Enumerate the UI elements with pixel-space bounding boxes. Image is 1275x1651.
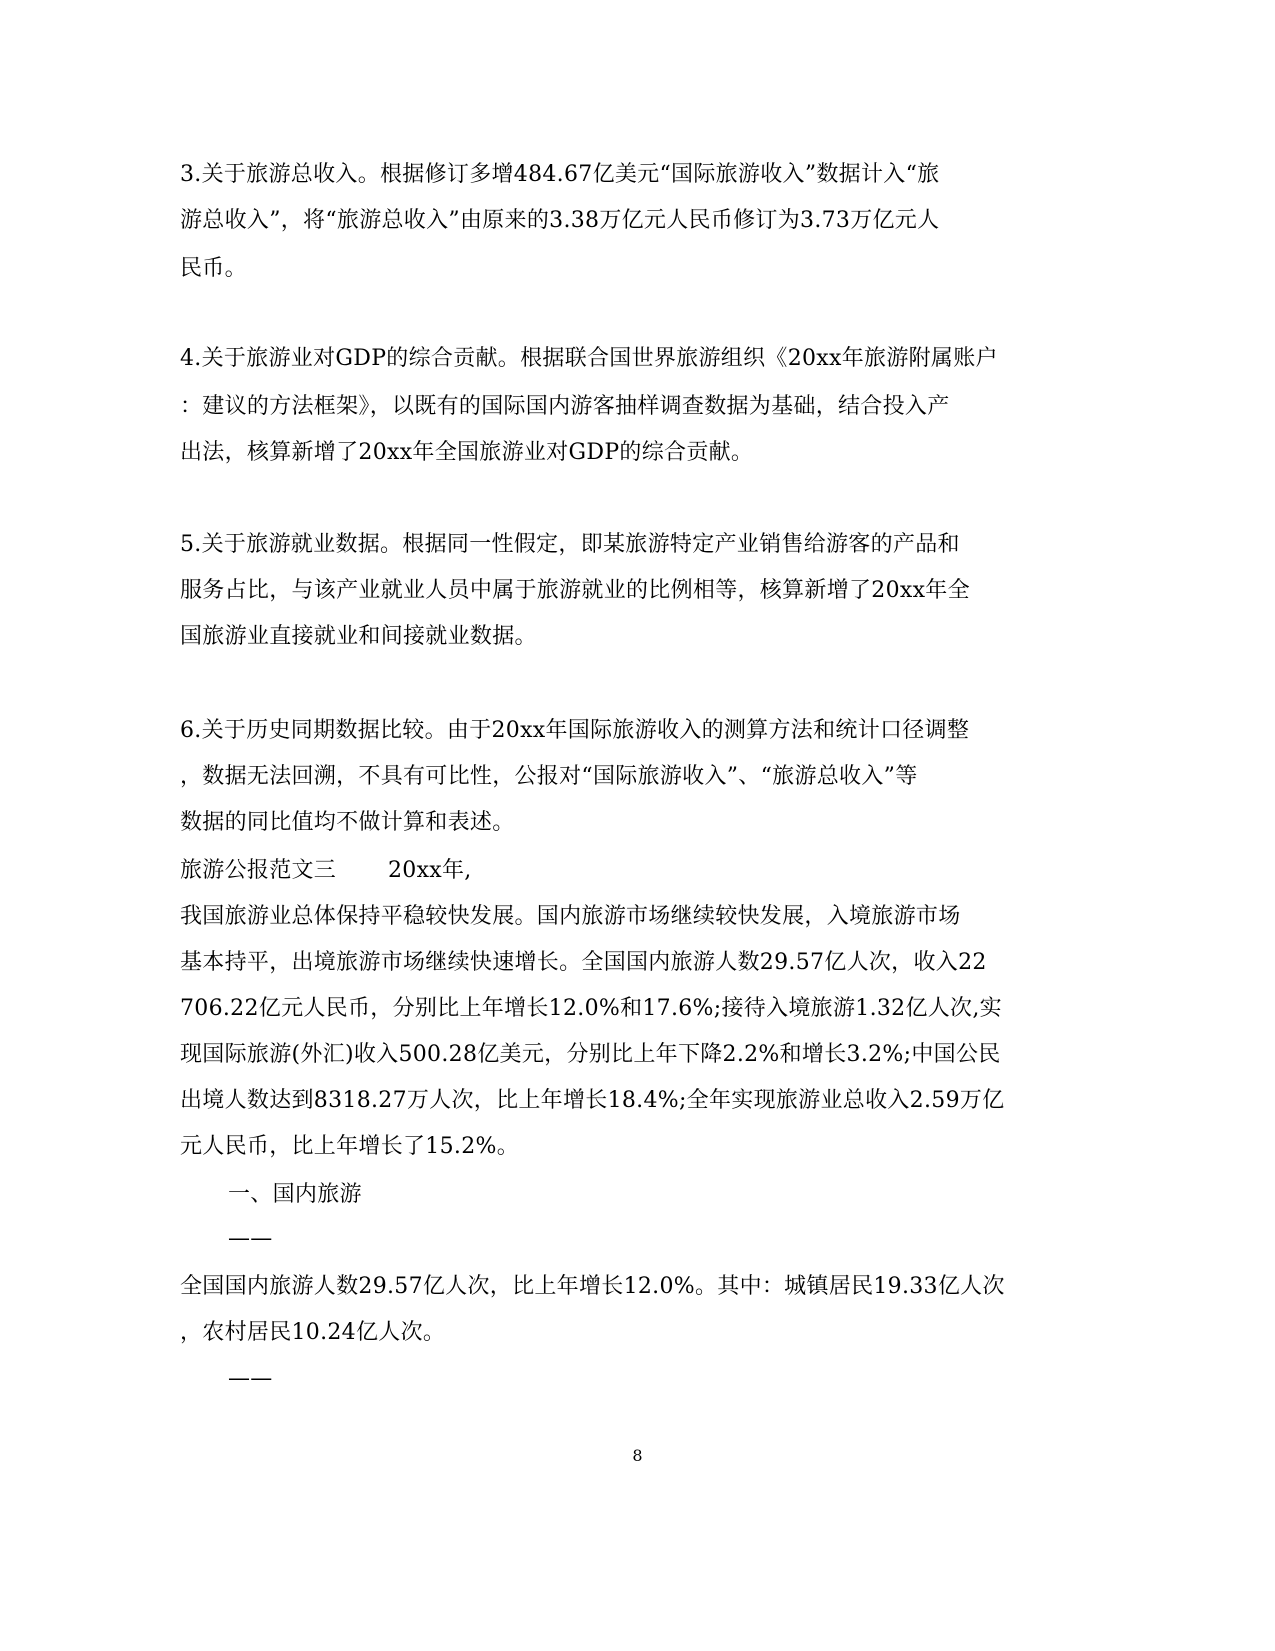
paragraph-5-line-1: 5.关于旅游就业数据。根据同一性假定，即某旅游特定产业销售给游客的产品和 <box>180 532 960 557</box>
paragraph-6-line-2: ，数据无法回溯，不具有可比性，公报对“国际旅游收入”、“旅游总收入”等 <box>180 764 918 789</box>
dash-divider-1: —— <box>228 1226 273 1251</box>
paragraph-5-line-3: 国旅游业直接就业和间接就业数据。 <box>180 624 537 649</box>
paragraph-4-line-2: ：建议的方法框架》，以既有的国际国内游客抽样调查数据为基础，结合投入产 <box>180 394 950 419</box>
paragraph-5-line-2: 服务占比，与该产业就业人员中属于旅游就业的比例相等，核算新增了20xx年全 <box>180 578 970 603</box>
paragraph-4-line-1: 4.关于旅游业对GDP的综合贡献。根据联合国世界旅游组织《20xx年旅游附属账户 <box>180 346 998 371</box>
summary-line-2: 基本持平，出境旅游市场继续快速增长。全国国内旅游人数29.57亿人次，收入22 <box>180 950 987 975</box>
paragraph-4-line-3: 出法，核算新增了20xx年全国旅游业对GDP的综合贡献。 <box>180 440 754 465</box>
summary-line-3: 706.22亿元人民币，分别比上年增长12.0%和17.6%;接待入境旅游1.32亿人次,实 <box>180 996 1002 1021</box>
paragraph-3-line-2: 游总收入”，将“旅游总收入”由原来的3.38万亿元人民币修订为3.73万亿元人 <box>180 208 940 233</box>
paragraph-3-line-1: 3.关于旅游总收入。根据修订多增484.67亿美元“国际旅游收入”数据计入“旅 <box>180 162 940 187</box>
summary-line-4: 现国际旅游(外汇)收入500.28亿美元，分别比上年下降2.2%和增长3.2%;中国公民 <box>180 1042 1001 1067</box>
paragraph-6-line-3: 数据的同比值均不做计算和表述。 <box>180 810 515 835</box>
domestic-line-2: ，农村居民10.24亿人次。 <box>180 1320 446 1345</box>
paragraph-3-line-3: 民币。 <box>180 256 247 281</box>
paragraph-6-line-1: 6.关于历史同期数据比较。由于20xx年国际旅游收入的测算方法和统计口径调整 <box>180 718 970 743</box>
section-heading: 旅游公报范文三 20xx年, <box>180 858 472 883</box>
domestic-line-1: 全国国内旅游人数29.57亿人次，比上年增长12.0%。其中：城镇居民19.33亿人次 <box>180 1274 1005 1299</box>
dash-divider-2: —— <box>228 1366 273 1391</box>
summary-line-1: 我国旅游业总体保持平稳较快发展。国内旅游市场继续较快发展，入境旅游市场 <box>180 904 961 929</box>
summary-line-6: 元人民币，比上年增长了15.2%。 <box>180 1134 519 1159</box>
page-number: 8 <box>632 1446 643 1465</box>
section-1-heading: 一、国内旅游 <box>228 1182 362 1207</box>
summary-line-5: 出境人数达到8318.27万人次，比上年增长18.4%;全年实现旅游业总收入2.59万亿 <box>180 1088 1005 1113</box>
